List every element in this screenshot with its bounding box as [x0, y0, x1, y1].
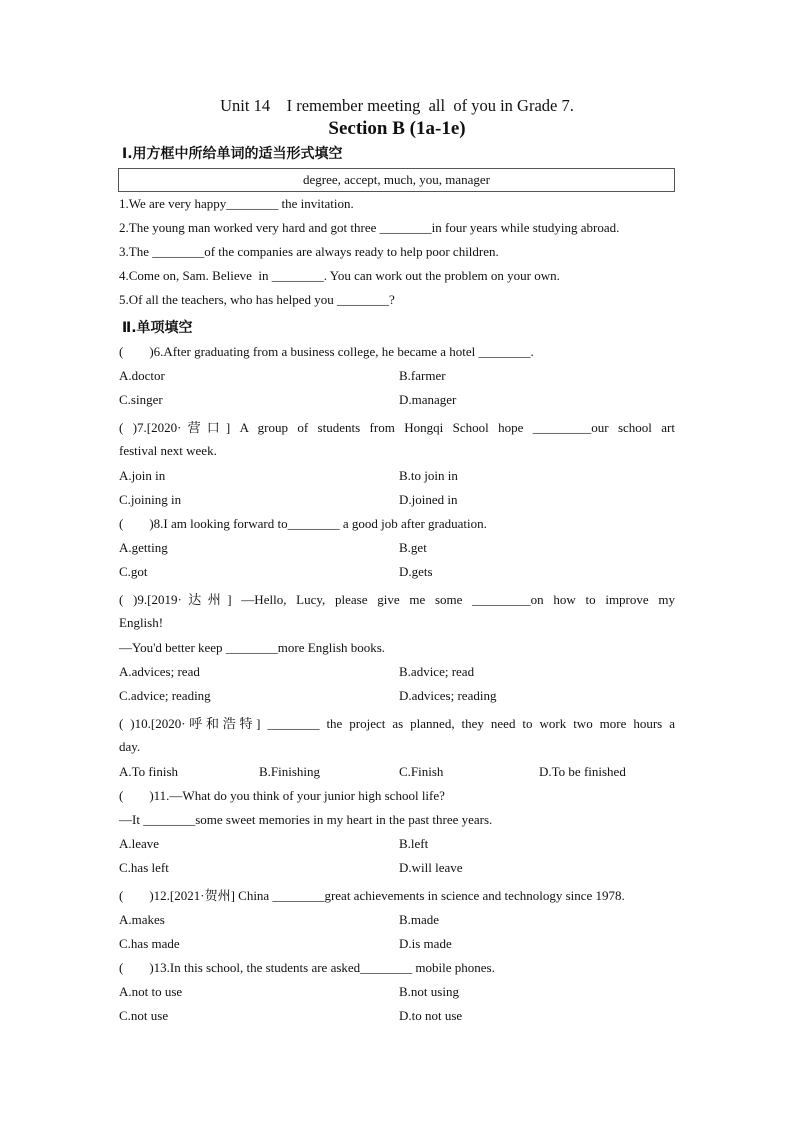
q12-option-a: A.makes — [119, 912, 165, 927]
q7-option-b: B.to join in — [399, 468, 458, 483]
q6-option-d: D.manager — [399, 392, 457, 407]
q12-option-b: B.made — [399, 912, 440, 927]
question-11-reply: —It ________some sweet memories in my heart in the past three years. — [119, 812, 493, 827]
fill-item-2: 2.The young man worked very hard and got three ________in four years while studying abroad. — [119, 220, 620, 235]
part1-heading: Ⅰ.用方框中所给单词的适当形式填空 — [122, 146, 343, 162]
question-8-stem: ( )8.I am looking forward to________ a good job after graduation. — [119, 516, 487, 531]
fill-item-5: 5.Of all the teachers, who has helped you ________? — [119, 292, 395, 307]
q13-option-c: C.not use — [119, 1008, 169, 1023]
q13-option-b: B.not using — [399, 984, 459, 999]
question-7-stem: ( )7.[2020·营口] A group of students from Hongqi School hope _________our school art — [119, 420, 675, 435]
q9-option-d: D.advices; reading — [399, 688, 497, 703]
q10-option-b: B.Finishing — [259, 764, 321, 779]
question-10-stem-cont: day. — [119, 739, 141, 754]
q10-option-d: D.To be finished — [539, 764, 626, 779]
question-12-stem: ( )12.[2021·贺州] China ________great achievements in science and technology since 1978. — [119, 888, 625, 903]
q9-option-c: C.advice; reading — [119, 688, 211, 703]
unit-title: Unit 14 I remember meeting all of you in Grade 7. — [220, 96, 574, 115]
q13-option-d: D.to not use — [399, 1008, 463, 1023]
q8-option-a: A.getting — [119, 540, 168, 555]
q10-option-c: C.Finish — [399, 764, 444, 779]
q8-option-d: D.gets — [399, 564, 433, 579]
q11-option-a: A.leave — [119, 836, 160, 851]
q11-option-d: D.will leave — [399, 860, 463, 875]
q6-option-a: A.doctor — [119, 368, 165, 383]
q12-option-d: D.is made — [399, 936, 452, 951]
q7-option-a: A.join in — [119, 468, 166, 483]
q7-option-d: D.joined in — [399, 492, 458, 507]
section-title: Section B (1a-1e) — [328, 118, 466, 139]
q6-option-c: C.singer — [119, 392, 163, 407]
question-13-stem: ( )13.In this school, the students are asked________ mobile phones. — [119, 960, 495, 975]
word-box: degree, accept, much, you, manager — [118, 168, 675, 192]
part2-heading: Ⅱ.单项填空 — [122, 320, 193, 336]
q12-option-c: C.has made — [119, 936, 180, 951]
question-9-stem: ( )9.[2019·达州] —Hello, Lucy, please give me some _________on how to improve my — [119, 592, 675, 607]
q10-option-a: A.To finish — [119, 764, 179, 779]
q9-option-b: B.advice; read — [399, 664, 475, 679]
question-7-stem-cont: festival next week. — [119, 443, 217, 458]
question-11-stem: ( )11.—What do you think of your junior high school life? — [119, 788, 445, 803]
fill-item-4: 4.Come on, Sam. Believe in ________. You can work out the problem on your own. — [119, 268, 560, 283]
q11-option-b: B.left — [399, 836, 429, 851]
question-9-stem-cont: English! — [119, 615, 164, 630]
q7-option-c: C.joining in — [119, 492, 182, 507]
q8-option-c: C.got — [119, 564, 148, 579]
q6-option-b: B.farmer — [399, 368, 446, 383]
q9-option-a: A.advices; read — [119, 664, 200, 679]
fill-item-1: 1.We are very happy________ the invitation. — [119, 196, 354, 211]
fill-item-3: 3.The ________of the companies are always ready to help poor children. — [119, 244, 499, 259]
question-6-stem: ( )6.After graduating from a business college, he became a hotel ________. — [119, 344, 534, 359]
q13-option-a: A.not to use — [119, 984, 183, 999]
q11-option-c: C.has left — [119, 860, 169, 875]
question-9-reply: —You'd better keep ________more English books. — [119, 640, 386, 655]
q8-option-b: B.get — [399, 540, 427, 555]
question-10-stem: ( )10.[2020·呼和浩特] ________ the project as planned, they need to work two more hours a — [119, 716, 675, 731]
